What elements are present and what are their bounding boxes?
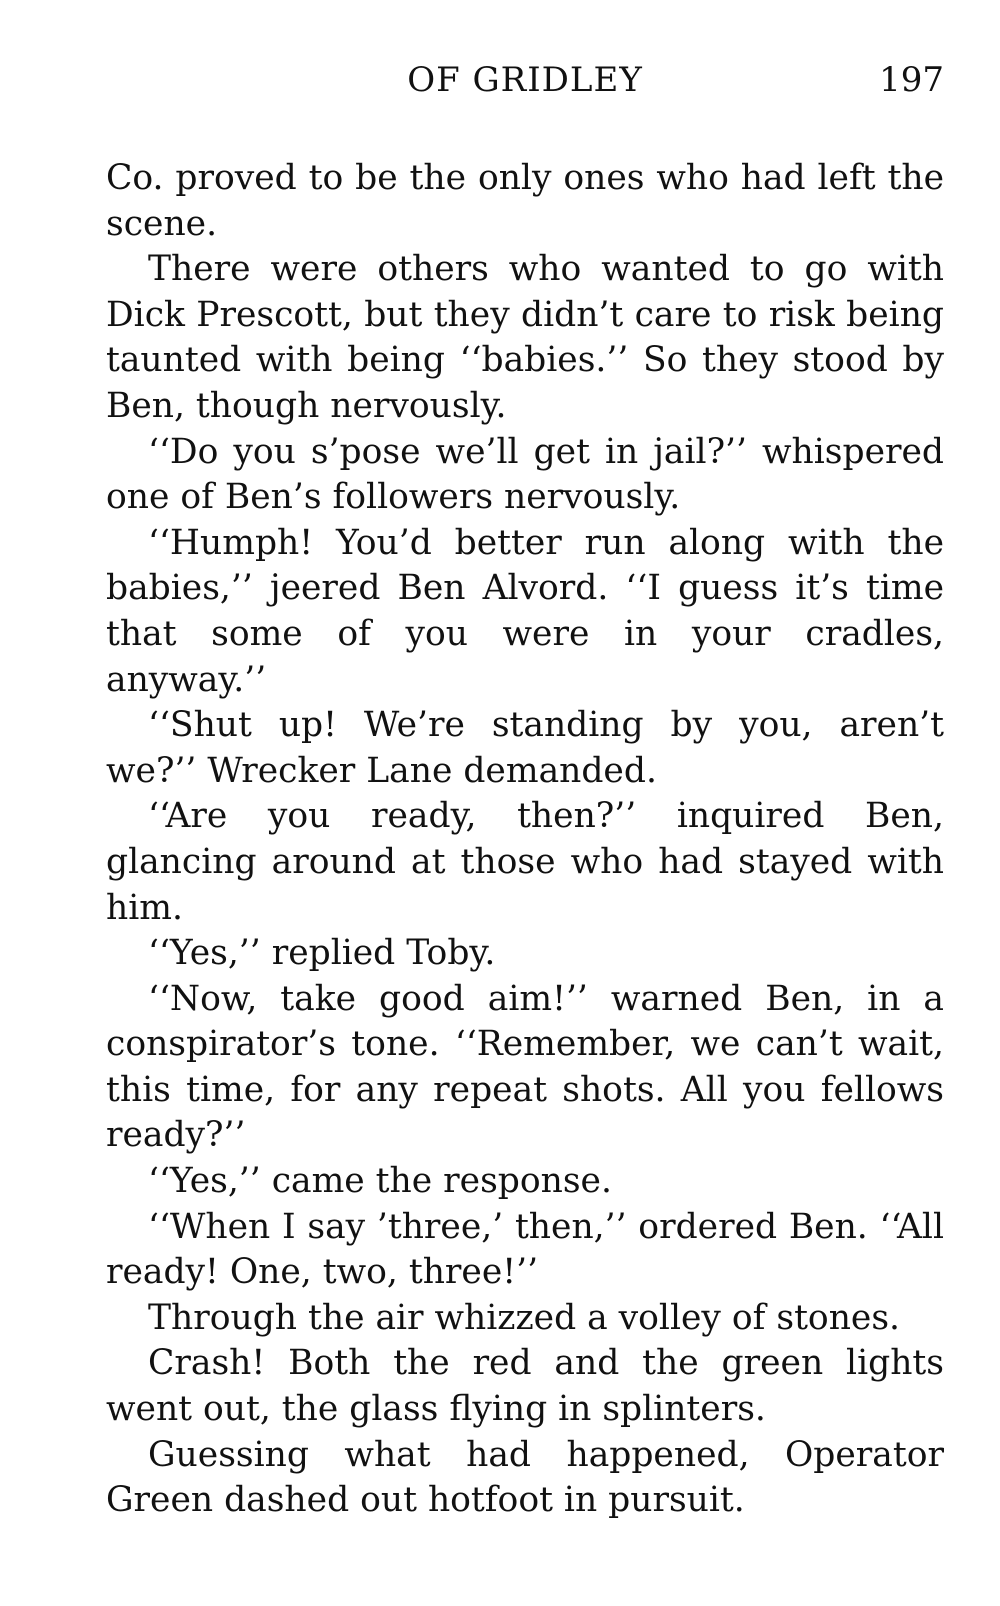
paragraph: ‘‘Are you ready, then?’’ inquired Ben, glancing around at those who had stayed with him. <box>106 796 944 928</box>
paragraph: ‘‘Humph! You’d better run along with the babies,’’ jeered Ben Alvord. ‘‘I guess it’s time that some of you were in your cradles, anyway.’’ <box>106 522 944 700</box>
paragraph: Guessing what had happened, Operator Green dashed out hotfoot in pursuit. <box>106 1434 944 1521</box>
running-title: OF GRIDLEY <box>407 60 643 100</box>
running-head <box>106 58 944 102</box>
paragraph: ‘‘Yes,’’ replied Toby. <box>148 933 496 974</box>
page-number: 197 <box>879 60 944 100</box>
paragraph: ‘‘Shut up! We’re standing by you, aren’t we?’’ Wrecker Lane demanded. <box>106 705 944 791</box>
paragraph: ‘‘Do you s’pose we’ll get in jail?’’ whispered one of Ben’s followers nervously. <box>106 431 944 518</box>
paragraph: ‘‘Now, take good aim!’’ warned Ben, in a conspirator’s tone. ‘‘Remember, we can’t wait, this time, for any repeat shots. All you fellows ready?’’ <box>106 978 944 1156</box>
body-text <box>106 156 944 1524</box>
paragraph: Co. proved to be the only ones who had left the scene. <box>106 158 944 244</box>
paragraph: Crash! Both the red and the green lights went out, the glass flying in splinters. <box>106 1343 944 1430</box>
paragraph: Through the air whizzed a volley of stones. <box>148 1297 901 1338</box>
paragraph: There were others who wanted to go with Dick Prescott, but they didn’t care to risk being taunted with being ‘‘babies.’’ So they stood by Ben, though nervously. <box>106 249 944 426</box>
paragraph: ‘‘Yes,’’ came the response. <box>148 1161 612 1202</box>
paragraph: ‘‘When I say ’three,’ then,’’ ordered Ben. ‘‘All ready! One, two, three!’’ <box>106 1206 944 1293</box>
